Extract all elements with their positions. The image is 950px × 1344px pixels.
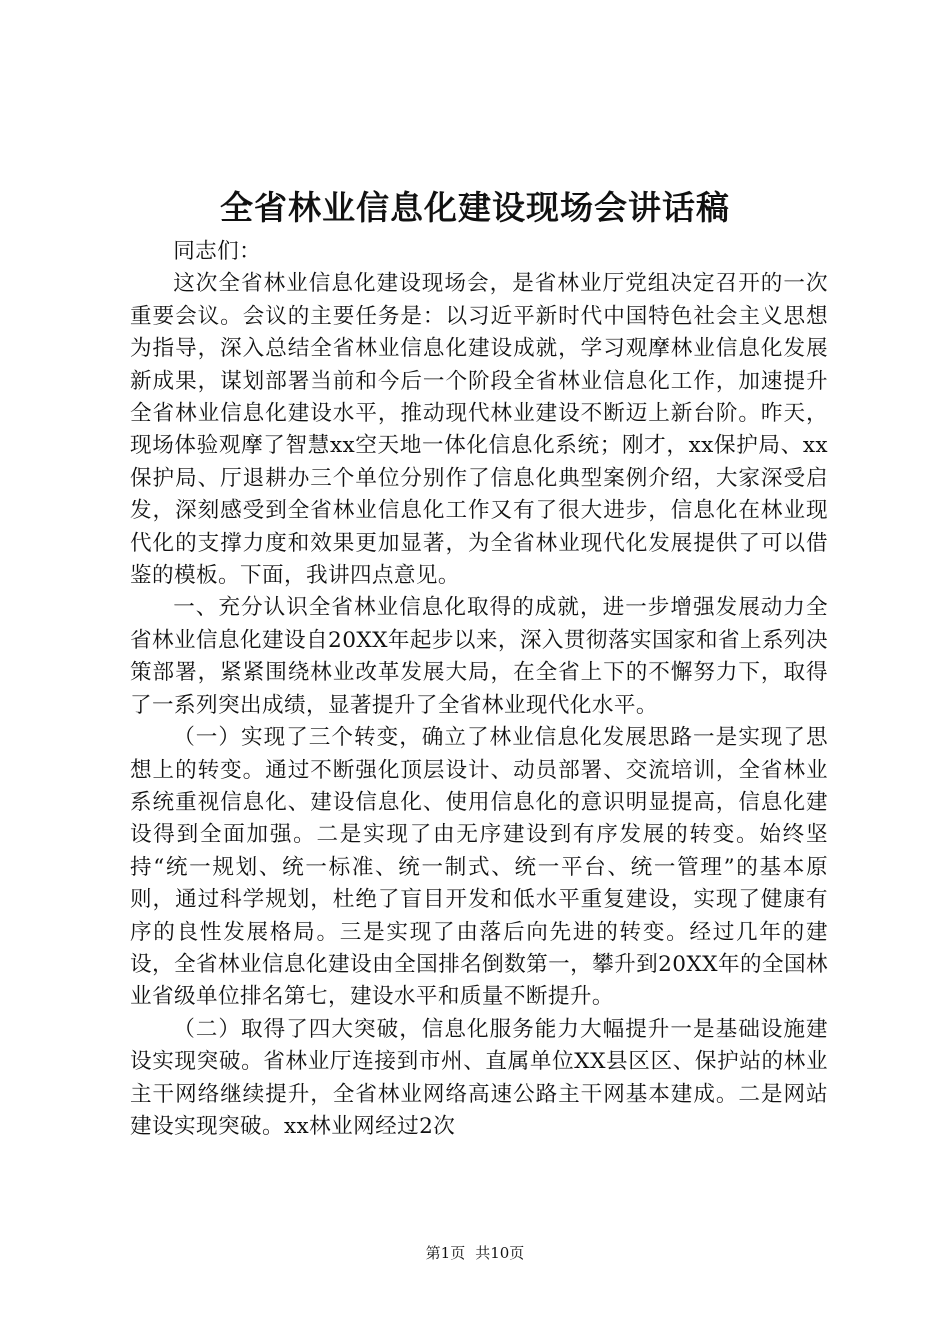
document-body (130, 236, 828, 1143)
page-footer (0, 1243, 950, 1263)
paragraph-subsection-one: （一）实现了三个转变，确立了林业信息化发展思路一是实现了思想上的转变。通过不断强化顶层设计、动员部署、交流培训，全省林业系统重视信息化、建设信息化、使用信息化的意识明显提高，信息化建设得到全面加强。二是实现了由无序建设到有序发展的转变。始终坚持“统一规划、统一标准、统一制式、统一平台、统一管理”的基本原则，通过科学规划，杜绝了盲目开发和低水平重复建设，实现了健康有序的良性发展格局。三是实现了由落后向先进的转变。经过几年的建设，全省林业信息化建设由全国排名倒数第一，攀升到20XX年的全国林业省级单位排名第七，建设水平和质量不断提升。 (130, 725, 828, 1010)
page-total: 共10页 (475, 1244, 525, 1262)
paragraph-section-one: 一、充分认识全省林业信息化取得的成就，进一步增强发展动力全省林业信息化建设自20XX年起步以来，深入贯彻落实国家和省上系列决策部署，紧紧围绕林业改革发展大局，在全省上下的不懈努力下，取得了一系列突出成绩，显著提升了全省林业现代化水平。 (130, 595, 828, 718)
document-title: 全省林业信息化建设现场会讲话稿 (220, 188, 730, 227)
paragraph-subsection-two: （二）取得了四大突破，信息化服务能力大幅提升一是基础设施建设实现突破。省林业厅连接到市州、直属单位XX县区区、保护站的林业主干网络继续提升，全省林业网络高速公路主干网基本建成。二是网站建设实现突破。xx林业网经过2次 (130, 1016, 828, 1139)
page-number: 第1页 (425, 1244, 466, 1262)
salutation: 同志们： (173, 239, 262, 264)
paragraph-intro: 这次全省林业信息化建设现场会，是省林业厅党组决定召开的一次重要会议。会议的主要任务是：以习近平新时代中国特色社会主义思想为指导，深入总结全省林业信息化建设成就，学习观摩林业信息化发展新成果，谋划部署当前和今后一个阶段全省林业信息化工作，加速提升全省林业信息化建设水平，推动现代林业建设不断迈上新台阶。昨天，现场体验观摩了智慧xx空天地一体化信息化系统；刚才，xx保护局、xx保护局、厅退耕办三个单位分别作了信息化典型案例介绍，大家深受启发，深刻感受到全省林业信息化工作又有了很大进步，信息化在林业现代化的支撑力度和效果更加显著，为全省林业现代化发展提供了可以借鉴的模板。下面，我讲四点意见。 (130, 271, 828, 589)
